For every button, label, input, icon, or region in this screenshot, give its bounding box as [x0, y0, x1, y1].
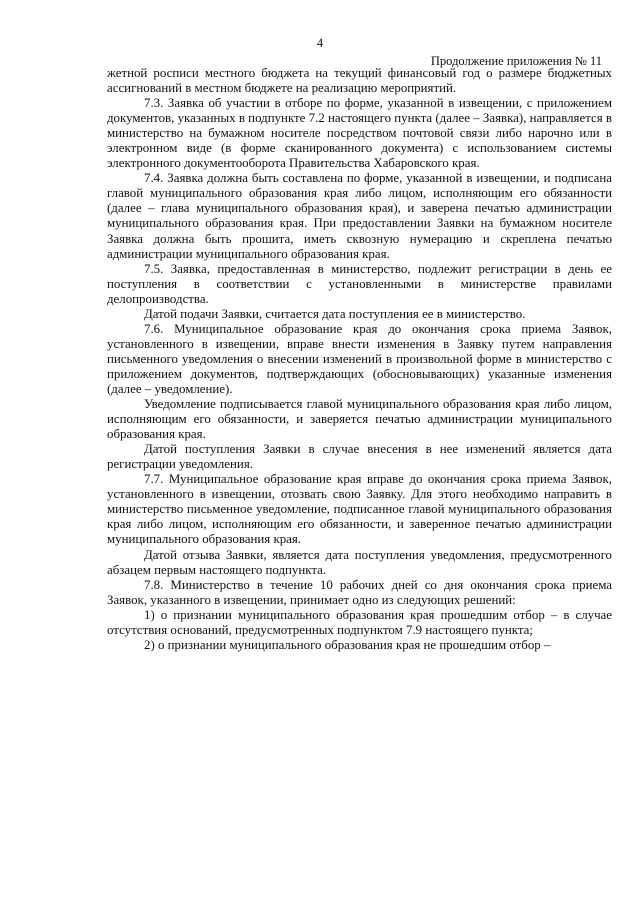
paragraph-7-4: 7.4. Заявка должна быть составлена по форме, указанной в извещении, и подписана главой муниципального образования края либо лицом, исполняющим его обязанности (далее – глава муниципального образования края), и заверена печатью администрации муниципального образования края. При предоставлении Заявки на бумажном носителе Заявка должна быть прошита, иметь сквозную нумерацию и скреплена печатью администрации муниципального образования края.	[107, 171, 612, 261]
paragraph-7-8: 7.8. Министерство в течение 10 рабочих дней со дня окончания срока приема Заявок, указанного в извещении, принимает одно из следующих решений:	[107, 577, 612, 607]
list-item-decision-2: 2) о признании муниципального образования края не прошедшим отбор –	[144, 637, 551, 652]
paragraph-withdrawal-date: Датой отзыва Заявки, является дата поступления уведомления, предусмотренного абзацем первым настоящего подпункта.	[107, 547, 612, 577]
paragraph-change-date: Датой поступления Заявки в случае внесения в нее изменений является дата регистрации уведомления.	[107, 442, 612, 472]
paragraph-7-7: 7.7. Муниципальное образование края вправе до окончания срока приема Заявок, установленного в извещении, отозвать свою Заявку. Для этого необходимо направить в министерство письменное уведомление, подписанное главой муниципального образования края либо лицом, исполняющим его обязанности, и заверенное печатью администрации муниципального образования края.	[107, 472, 612, 547]
paragraph-notification-signing: Уведомление подписывается главой муниципального образования края либо лицом, исполняющим его обязанности, и заверяется печатью администрации муниципального образования края.	[107, 397, 612, 442]
paragraph-submission-date: Датой подачи Заявки, считается дата поступления ее в министерство.	[144, 306, 526, 321]
paragraph-7-5: 7.5. Заявка, предоставленная в министерство, подлежит регистрации в день ее поступления в соответствии с установленными в министерстве правилами делопроизводства.	[107, 261, 612, 306]
paragraph-7-3: 7.3. Заявка об участии в отборе по форме, указанной в извещении, с приложением документов, указанных в подпункте 7.2 настоящего пункта (далее – Заявка), направляется в министерство на бумажном носителе посредством почтовой связи либо нарочно или в электронном виде (в форме сканированного документа) с использованием системы электронного документооборота Правительства Хабаровского края.	[107, 96, 612, 171]
paragraph-budget-allocation: жетной росписи местного бюджета на текущий финансовый год о размере бюджетных ассигнований в местном бюджете на реализацию мероприятий.	[107, 66, 612, 96]
document-body	[107, 66, 612, 653]
appendix-continuation-label: Продолжение приложения № 11	[430, 54, 602, 68]
paragraph-7-6: 7.6. Муниципальное образование края до окончания срока приема Заявок, установленного в извещении, вправе внести изменения в Заявку путем направления письменного уведомления о внесении изменений в произвольной форме в министерство с приложением документов, подтверждающих (обосновывающих) указанные изменения (далее – уведомление).	[107, 321, 612, 396]
page-number: 4	[316, 36, 324, 50]
list-item-decision-1: 1) о признании муниципального образования края прошедшим отбор – в случае отсутствия оснований, предусмотренных подпунктом 7.9 настоящего пункта;	[107, 607, 612, 637]
